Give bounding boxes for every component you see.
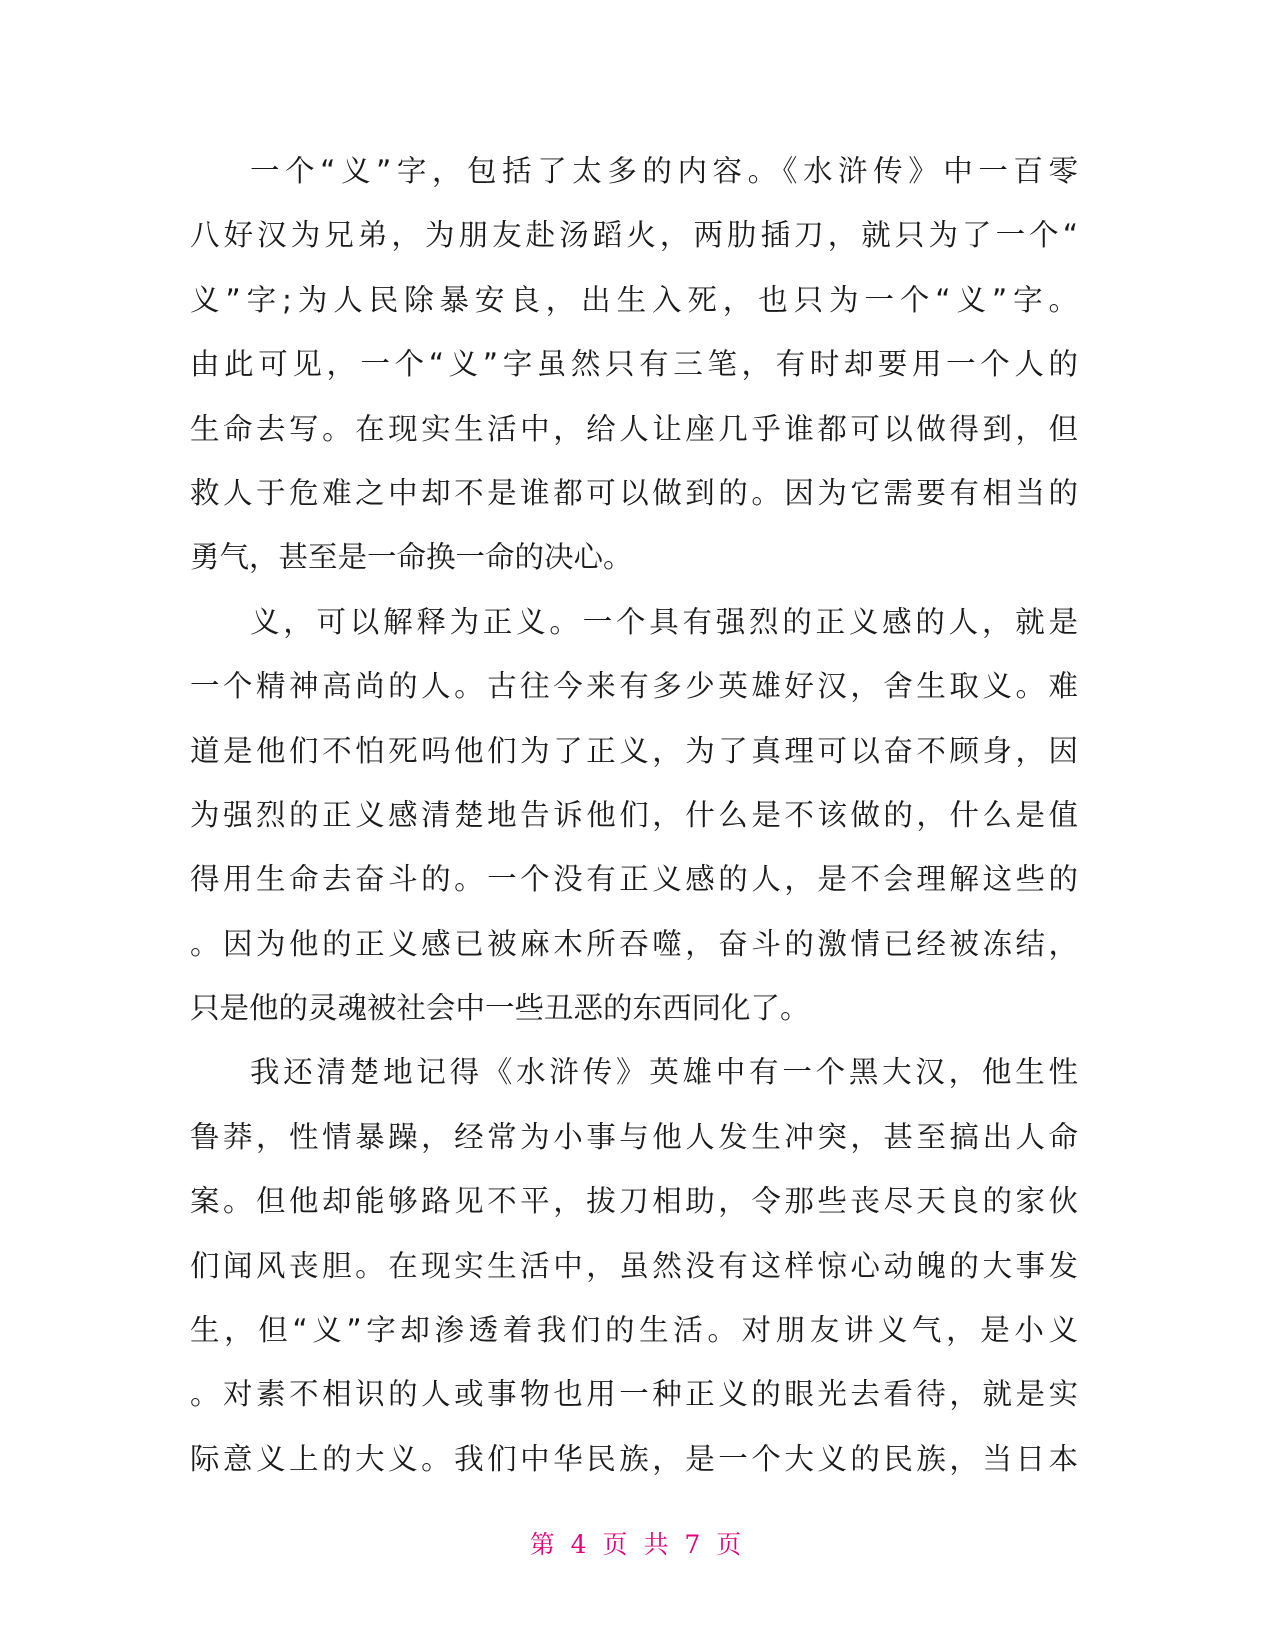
text-line: 八好汉为兄弟，为朋友赴汤蹈火，两肋插刀，就只为了一个“ (190, 218, 1078, 253)
text-line: 为强烈的正义感清楚地告诉他们，什么是不该做的，什么是值 (190, 797, 1078, 832)
text-line: 道是他们不怕死吗他们为了正义，为了真理可以奋不顾身，因 (190, 733, 1078, 768)
text-line: 们闻风丧胆。在现实生活中，虽然没有这样惊心动魄的大事发 (190, 1248, 1078, 1283)
text-line: 只是他的灵魂被社会中一些丑恶的东西同化了。 (190, 991, 810, 1026)
text-line: 。对素不相识的人或事物也用一种正义的眼光去看待，就是实 (190, 1377, 1078, 1412)
text-line: 得用生命去奋斗的。一个没有正义感的人，是不会理解这些的 (190, 862, 1078, 897)
text-line: 鲁莽，性情暴躁，经常为小事与他人发生冲突，甚至搞出人命 (190, 1119, 1078, 1154)
text-line: 我还清楚地记得《水浒传》英雄中有一个黑大汉，他生性 (250, 1055, 1078, 1090)
text-line: 由此可见，一个“义”字虽然只有三笔，有时却要用一个人的 (190, 347, 1078, 382)
text-line: 案。但他却能够路见不平，拔刀相助，令那些丧尽天良的家伙 (190, 1184, 1078, 1219)
text-line: 义，可以解释为正义。一个具有强烈的正义感的人，就是 (250, 604, 1078, 639)
text-line: 。因为他的正义感已被麻木所吞噬，奋斗的激情已经被冻结， (190, 926, 1078, 961)
text-line: 义”字;为人民除暴安良，出生入死，也只为一个“义”字。 (190, 282, 1078, 317)
page-number-footer: 第 4 页 共 7 页 (529, 1530, 746, 1559)
text-line: 一个精神高尚的人。古往今来有多少英雄好汉，舍生取义。难 (190, 669, 1078, 704)
text-line: 一个“义”字，包括了太多的内容。《水浒传》中一百零 (250, 154, 1078, 188)
text-line: 生命去写。在现实生活中，给人让座几乎谁都可以做得到，但 (190, 411, 1078, 446)
text-line: 勇气，甚至是一命换一命的决心。 (190, 540, 633, 575)
text-line: 救人于危难之中却不是谁都可以做到的。因为它需要有相当的 (190, 475, 1078, 510)
body-text (190, 139, 1078, 1491)
text-line: 生，但“义”字却渗透着我们的生活。对朋友讲义气，是小义 (190, 1313, 1078, 1348)
text-line: 际意义上的大义。我们中华民族，是一个大义的民族，当日本 (190, 1441, 1078, 1476)
